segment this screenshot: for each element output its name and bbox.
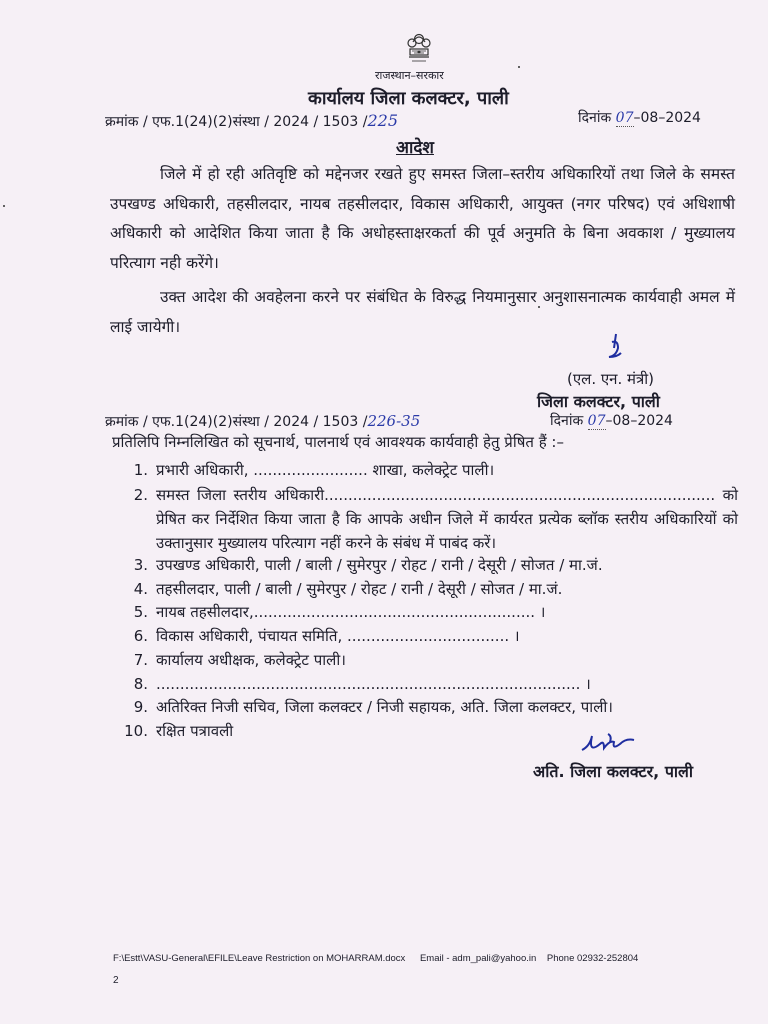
- state-emblem-icon: [400, 28, 438, 68]
- order-reference: [105, 111, 398, 131]
- copy-date-month-year: –08–2024: [605, 413, 673, 429]
- copy-list-item: 1. प्रभारी अधिकारी, ........................ शाखा, कलेक्ट्रेट पाली।: [133, 461, 495, 479]
- copy-list-item: 7. कार्यालय अधीक्षक, कलेक्ट्रेट पाली।: [133, 651, 346, 669]
- handwritten-copy-date-day: 07: [587, 413, 606, 429]
- page-number: 2: [113, 975, 119, 986]
- footer-email: Email - adm_pali@yahoo.in: [419, 953, 537, 964]
- footer-file-path: F:\Estt\VASU-General\EFILE\Leave Restriction on MOHARRAM.docx: [113, 953, 406, 964]
- copy-list-item: 3. उपखण्ड अधिकारी, पाली / बाली / सुमेरपुर / रोहट / रानी / देसूरी / सोजत / मा.जं.: [133, 556, 603, 574]
- copy-list-item: 9. अतिरिक्त निजी सचिव, जिला कलक्टर / निजी सहायक, अति. जिला कलक्टर, पाली।: [133, 698, 613, 716]
- footer-phone: Phone 02932-252804: [546, 953, 639, 964]
- order-paragraph-2: उक्त आदेश की अवहेलना करने पर संबंधित के विरुद्ध नियमानुसार अनुशासनात्मक कार्यवाही अमल में लाई जायेगी।: [110, 288, 735, 336]
- government-caption: राजस्थान–सरकार: [375, 69, 444, 82]
- scan-speck: [3, 205, 5, 207]
- date-label: दिनांक: [578, 110, 612, 126]
- copy-date-label: दिनांक: [550, 413, 584, 429]
- copy-list-item: 8. ......................................................................................... ।: [133, 675, 591, 693]
- handwritten-date-day: 07: [615, 110, 634, 126]
- copy-reference: [105, 412, 420, 431]
- order-heading: आदेश: [396, 138, 434, 158]
- copy-list-item: 5. नायब तहसीलदार,........................................................... ।: [133, 603, 546, 621]
- copy-intro: प्रतिलिपि निम्नलिखित को सूचनार्थ, पालनार्थ एवं आवश्यक कार्यवाही हेतु प्रेषित हैं :–: [112, 433, 564, 451]
- adm-designation: अति. जिला कलक्टर, पाली: [533, 762, 694, 781]
- scan-speck: [538, 306, 540, 308]
- document-footer: [113, 953, 638, 964]
- order-reference-number: क्रमांक / एफ.1(24)(2)संस्था / 2024 / 1503 /: [105, 114, 368, 130]
- collector-designation: जिला कलक्टर, पाली: [537, 392, 660, 411]
- collector-signature: [602, 332, 636, 368]
- scan-speck: [518, 66, 520, 68]
- copy-list-item: 6. विकास अधिकारी, पंचायत समिति, .................................. ।: [133, 627, 520, 645]
- adm-signature: [578, 728, 648, 758]
- date-month-year: –08–2024: [633, 110, 701, 126]
- copy-list-item: 4. तहसीलदार, पाली / बाली / सुमेरपुर / रोहट / रानी / देसूरी / सोजत / मा.जं.: [133, 580, 563, 598]
- collector-name: (एल. एन. मंत्री): [567, 370, 654, 388]
- handwritten-copy-numbers: 226-35: [367, 412, 421, 430]
- copy-list-item: 10. रक्षित पत्रावली: [124, 722, 234, 740]
- office-title: कार्यालय जिला कलक्टर, पाली: [308, 88, 509, 109]
- order-date: [578, 108, 701, 127]
- order-paragraph-1: जिले में हो रही अतिवृष्टि को मद्देनजर रखते हुए समस्त जिला–स्तरीय अधिकारियों तथा जिले के समस्त उपखण्ड अधिकारी, तहसीलदार, नायब तहसीलदार, विकास अधिकारी, आयुक्त (नगर परिषद) एवं अधिशाषी अधिकारी को आदेशित किया जाता है कि अधोहस्ताक्षरकर्ता की पूर्व अनुमति के बिना अवकाश / मुख्यालय परित्याग नही करेंगे।: [110, 165, 735, 272]
- copy-reference-number: क्रमांक / एफ.1(24)(2)संस्था / 2024 / 1503 /: [105, 414, 368, 430]
- handwritten-dispatch-number: 225: [367, 111, 398, 130]
- copy-date: [550, 411, 673, 430]
- copy-list-item: 2. समस्त जिला स्तरीय अधिकारी.................................................................................. को प्रेषित कर निर्देशित किया जाता है कि आपके अधीन जिले में कार्यरत प्रत्येक ब्लॉक स्तरीय अधिकारियों को उक्तानुसार मुख्यालय परित्याग नहीं करने के संबंध में पाबंद करें।: [133, 486, 738, 552]
